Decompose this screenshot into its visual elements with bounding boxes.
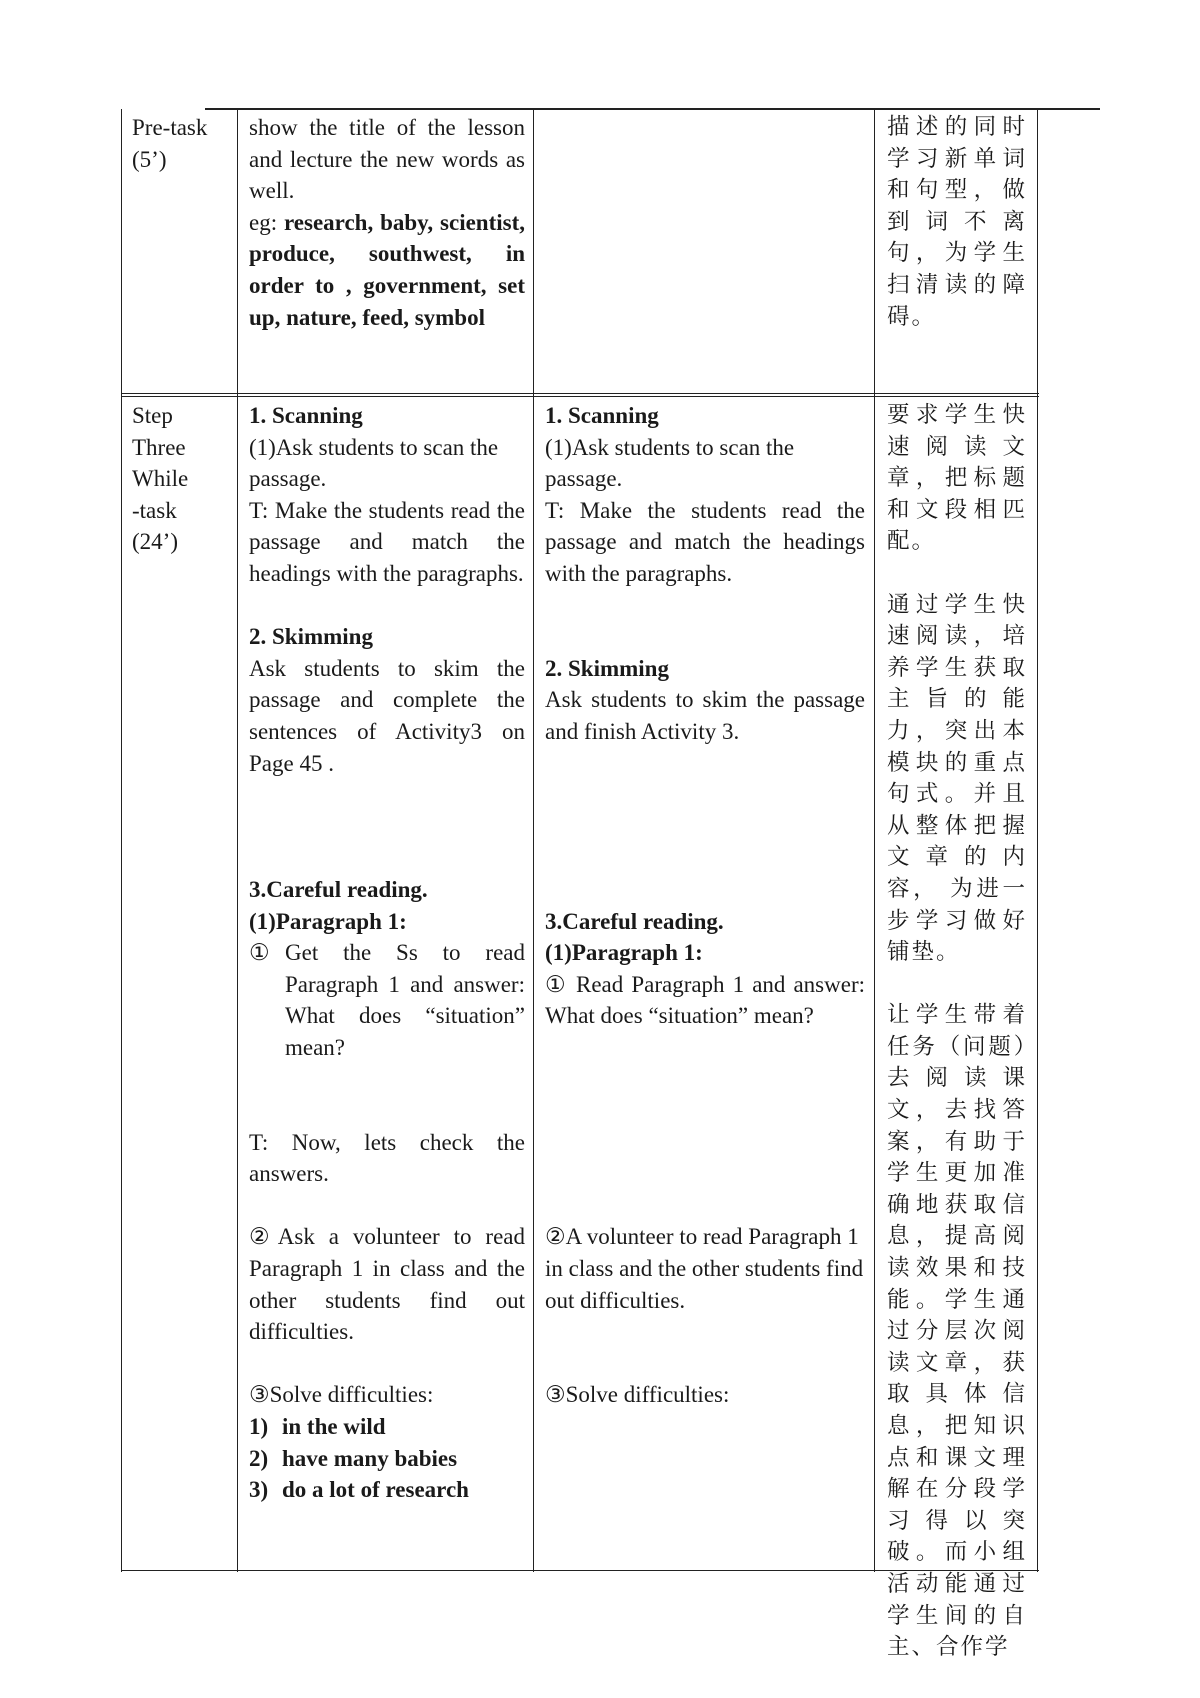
table-border-left <box>121 109 122 1572</box>
careful-step-1 <box>249 937 525 1063</box>
careful-reading-heading: 3.Careful reading. <box>545 908 724 934</box>
teacher-intro-text: show the title of the lesson and lecture the new words as well. <box>249 115 525 204</box>
scanning-heading: 1. Scanning <box>249 403 363 428</box>
difficulty-item <box>249 1411 525 1443</box>
purpose-pretask <box>887 112 1027 333</box>
new-words-list: research, baby, scientist, produce, southwest, in order to , government, set up, nature, feed, symbol <box>249 209 525 330</box>
careful-step-3: ③Solve difficulties: <box>249 1382 434 1408</box>
step-label: Step <box>132 403 173 428</box>
student-activity-while-task <box>545 400 865 1411</box>
teacher-activity-while-task <box>249 400 525 1506</box>
step-cell-while-task <box>132 400 232 558</box>
purpose-text: 描述的同时学习新单词和句型，做到词不离句，为学生扫清读的障碍。 <box>887 114 1027 330</box>
scanning-heading: 1. Scanning <box>545 403 659 428</box>
step-duration: (24’) <box>132 529 178 555</box>
careful-step-3: ③Solve difficulties: <box>545 1382 730 1408</box>
example-label: eg: <box>249 209 278 235</box>
step-text: Get the Ss to read Paragraph 1 and answer: What does “situation” mean? <box>285 940 525 1060</box>
difficulty-item <box>249 1474 525 1506</box>
item-number: 1) <box>249 1414 269 1439</box>
skimming-task: Ask students to skim the passage and finish Activity 3. <box>545 687 865 744</box>
paragraph-1-heading: (1)Paragraph 1: <box>545 940 703 966</box>
lesson-plan-table <box>121 109 1039 1661</box>
teacher-activity-pretask <box>249 112 525 333</box>
column-divider-3 <box>874 109 875 1572</box>
scanning-task: T: Make the students read the passage and match the headings with the paragraphs. <box>249 497 525 586</box>
skimming-heading: 2. Skimming <box>545 655 669 681</box>
purpose-while-task <box>887 400 1027 1664</box>
row-divider-upper <box>121 393 1039 394</box>
scanning-instruction: (1)Ask students to scan the passage. <box>249 434 499 492</box>
scanning-task: T: Make the students read the passage and match the headings with the paragraphs. <box>545 497 865 586</box>
difficulty-item <box>249 1443 525 1475</box>
item-number: 2) <box>249 1445 269 1471</box>
item-text: do a lot of research <box>282 1477 469 1503</box>
scanning-instruction: (1)Ask students to scan the passage. <box>545 434 795 492</box>
column-divider-2 <box>533 109 534 1572</box>
careful-step-1: ① Read Paragraph 1 and answer: What does “situation” mean? <box>545 971 865 1029</box>
row-divider-lower <box>121 396 1039 397</box>
purpose-careful-reading: 让学生带着任务（问题）去阅读课文，去找答案，有助于学生更加准确地获取信息，提高阅读效果和技能。学生通过分层次阅读文章，获取具体信息，把知识点和课文理解在分段学习得以突破。而小组活动能通过学生间的自主、合作学 <box>887 1002 1027 1661</box>
step-label: While <box>132 466 189 492</box>
careful-reading-heading: 3.Careful reading. <box>249 876 428 902</box>
step-duration: (5’) <box>132 146 167 172</box>
careful-step-2: ②A volunteer to read Paragraph 1 in class and the other students find out difficulties. <box>545 1224 864 1313</box>
item-text: in the wild <box>282 1414 386 1439</box>
skimming-heading: 2. Skimming <box>249 624 373 650</box>
step-cell-pretask <box>132 112 232 175</box>
step-label: Pre-task <box>132 115 208 140</box>
check-answers: T: Now, lets check the answers. <box>249 1129 525 1187</box>
step-marker: ① <box>249 940 270 966</box>
purpose-scanning: 要求学生快速阅读文章，把标题和文段相匹配。 <box>887 402 1027 555</box>
step-label: Three <box>132 434 186 460</box>
item-number: 3) <box>249 1477 269 1503</box>
item-text: have many babies <box>282 1445 458 1471</box>
careful-step-2: ②Ask a volunteer to read Paragraph 1 in class and the other students find out difficulties. <box>249 1224 525 1345</box>
table-border-right <box>1037 109 1038 1572</box>
step-label: -task <box>132 497 177 523</box>
column-divider-1 <box>237 109 238 1572</box>
purpose-skimming: 通过学生快速阅读，培养学生获取主旨的能力，突出本模块的重点句式。并且从整体把握文章的内容， 为进一步学习做好铺垫。 <box>887 591 1027 966</box>
skimming-task: Ask students to skim the passage and complete the sentences of Activity3 on Page 45 . <box>249 655 525 776</box>
paragraph-1-heading: (1)Paragraph 1: <box>249 908 407 934</box>
